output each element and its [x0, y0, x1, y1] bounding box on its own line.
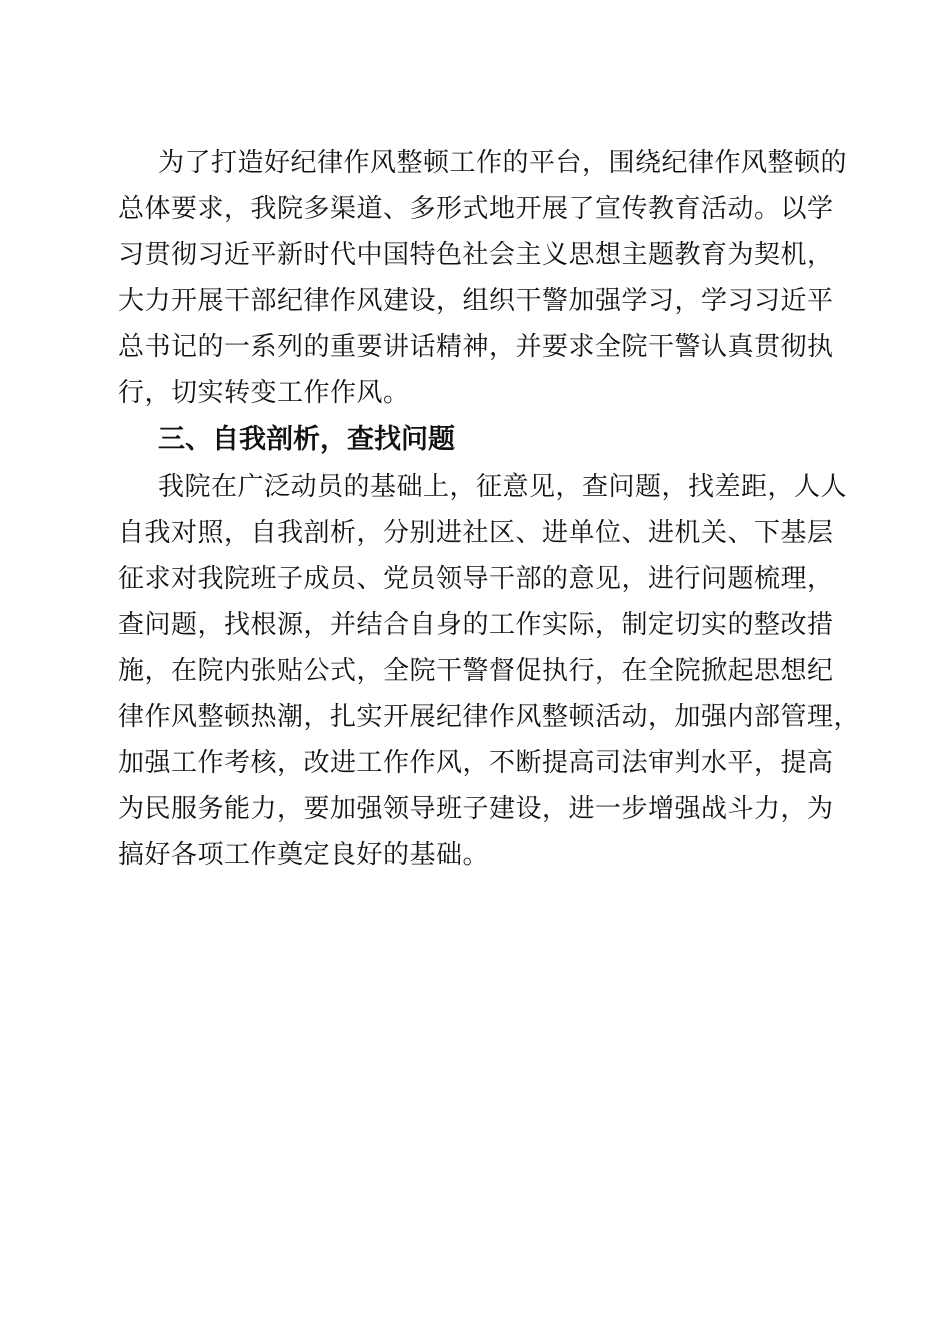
paragraph-self-analysis: [118, 464, 861, 878]
paragraph-line: 加强工作考核，改进工作作风，不断提高司法审判水平，提高: [118, 748, 834, 778]
section-heading: 三、自我剖析，查找问题: [158, 424, 455, 455]
paragraph-line: 律作风整顿热潮，扎实开展纪律作风整顿活动，加强内部管理，: [118, 702, 861, 732]
paragraph-line: 行，切实转变工作作风。: [118, 378, 410, 408]
paragraph-line: 为民服务能力，要加强领导班子建设，进一步增强战斗力，为: [118, 794, 834, 824]
paragraph-line: 大力开展干部纪律作风建设，组织干警加强学习，学习习近平: [118, 286, 834, 316]
paragraph-line: 习贯彻习近平新时代中国特色社会主义思想主题教育为契机，: [118, 240, 834, 270]
paragraph-line: 总书记的一系列的重要讲话精神，并要求全院干警认真贯彻执: [118, 332, 834, 362]
paragraph-line: 我院在广泛动员的基础上，征意见，查问题，找差距，人人: [158, 472, 848, 502]
paragraph-line: 施，在院内张贴公式，全院干警督促执行，在全院掀起思想纪: [118, 656, 834, 686]
paragraph-line: 自我对照，自我剖析，分别进社区、进单位、进机关、下基层: [118, 518, 834, 548]
paragraph-line: 总体要求，我院多渠道、多形式地开展了宣传教育活动。以学: [118, 194, 834, 224]
paragraph-line: 征求对我院班子成员、党员领导干部的意见，进行问题梳理，: [118, 564, 834, 594]
paragraph-line: 搞好各项工作奠定良好的基础。: [118, 840, 490, 870]
document-body: [118, 140, 861, 878]
paragraph-publicity-education: [118, 140, 848, 416]
paragraph-line: 查问题，找根源，并结合自身的工作实际，制定切实的整改措: [118, 610, 834, 640]
paragraph-line: 为了打造好纪律作风整顿工作的平台，围绕纪律作风整顿的: [158, 148, 848, 178]
